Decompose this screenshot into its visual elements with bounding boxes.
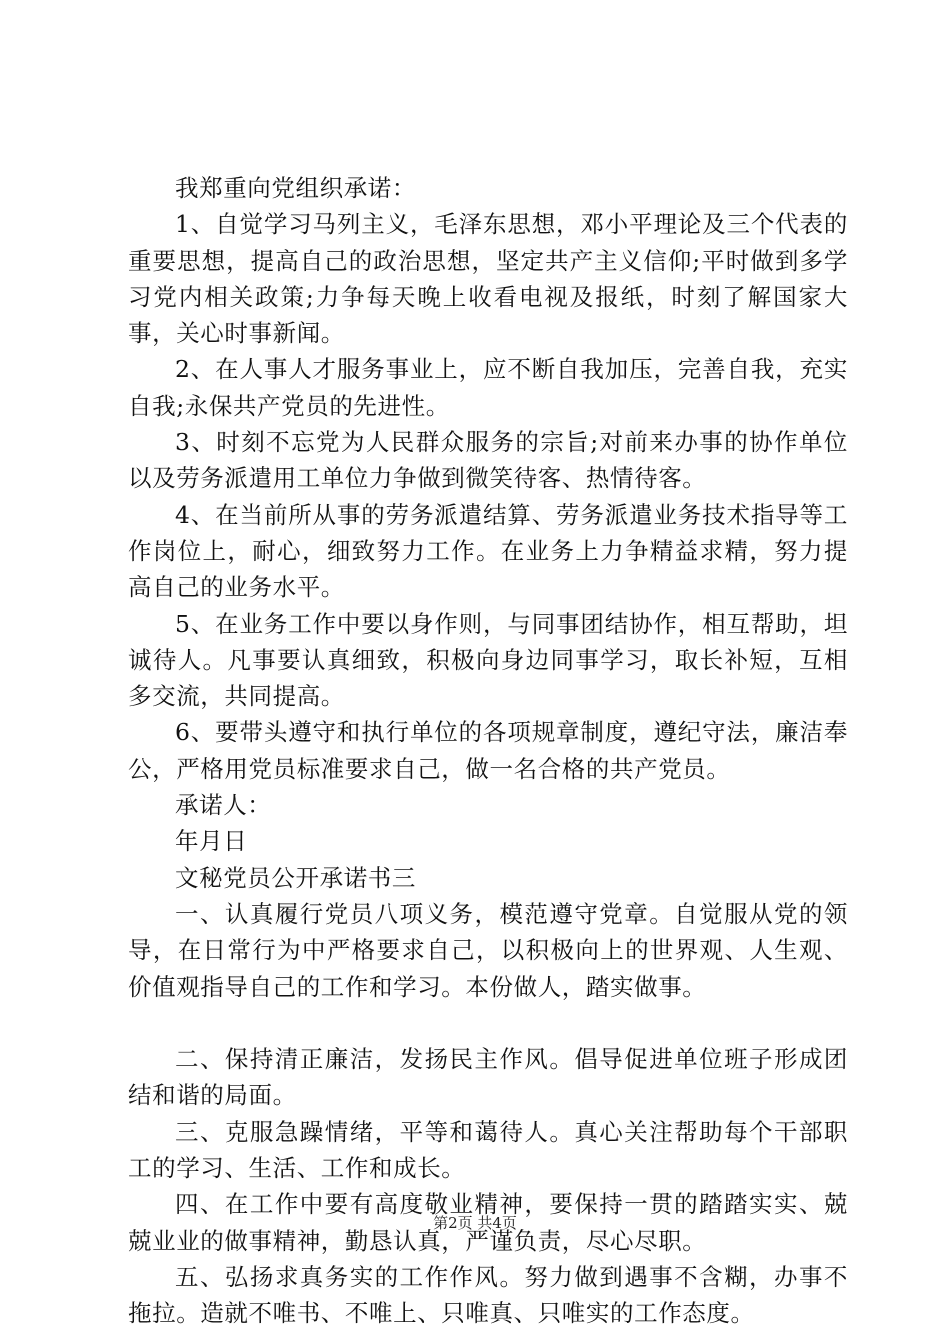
date-label: 年月日 [175,827,248,856]
paragraph-pledge-1: 1、自觉学习马列主义，毛泽东思想，邓小平理论及三个代表的重要思想，提高自己的政治思想，坚定共产主义信仰;平时做到多学习党内相关政策;力争每天晚上收看电视及报纸，时刻了解国家大事，关心时事新闻。 [128,210,848,348]
paragraph-section-5: 五、弘扬求真务实的工作作风。努力做到遇事不含糊，办事不拖拉。造就不唯书、不唯上、只唯真、只唯实的工作态度。 [128,1262,848,1328]
paragraph-pledge-6: 6、要带头遵守和执行单位的各项规章制度，遵纪守法，廉洁奉公，严格用党员标准要求自己，做一名合格的共产党员。 [128,718,848,783]
page-number-footer: 第2页 共4页 [433,1214,517,1232]
paragraph-pledge-2: 2、在人事人才服务事业上，应不断自我加压，完善自我，充实自我;永保共产党员的先进性。 [128,355,848,420]
paragraph-section-2: 二、保持清正廉洁，发扬民主作风。倡导促进单位班子形成团结和谐的局面。 [128,1045,848,1110]
signature-label: 承诺人： [175,791,272,820]
paragraph-pledge-5: 5、在业务工作中要以身作则，与同事团结协作，相互帮助，坦诚待人。凡事要认真细致，积极向身边同事学习，取长补短，互相多交流，共同提高。 [128,609,848,711]
document-body [128,170,848,1332]
paragraph-pledge-3: 3、时刻不忘党为人民群众服务的宗旨;对前来办事的协作单位以及劳务派遣用工单位力争做到微笑待客、热情待客。 [128,428,848,493]
paragraph-section-1: 一、认真履行党员八项义务，模范遵守党章。自觉服从党的领导，在日常行为中严格要求自己，以积极向上的世界观、人生观、价值观指导自己的工作和学习。本份做人，踏实做事。 [128,899,848,1001]
section-title: 文秘党员公开承诺书三 [175,863,416,892]
paragraph-section-4: 四、在工作中要有高度敬业精神，要保持一贯的踏踏实实、兢兢业业的做事精神，勤恳认真，严谨负责，尽心尽职。 [128,1190,848,1255]
paragraph-section-3: 三、克服急躁情绪，平等和蔼待人。真心关注帮助每个干部职工的学习、生活、工作和成长。 [128,1117,848,1183]
paragraph-pledge-intro: 我郑重向党组织承诺： [175,174,416,202]
paragraph-pledge-4: 4、在当前所从事的劳务派遣结算、劳务派遣业务技术指导等工作岗位上，耐心，细致努力工作。在业务上力争精益求精，努力提高自己的业务水平。 [128,500,848,602]
blank-line [128,1005,848,1041]
